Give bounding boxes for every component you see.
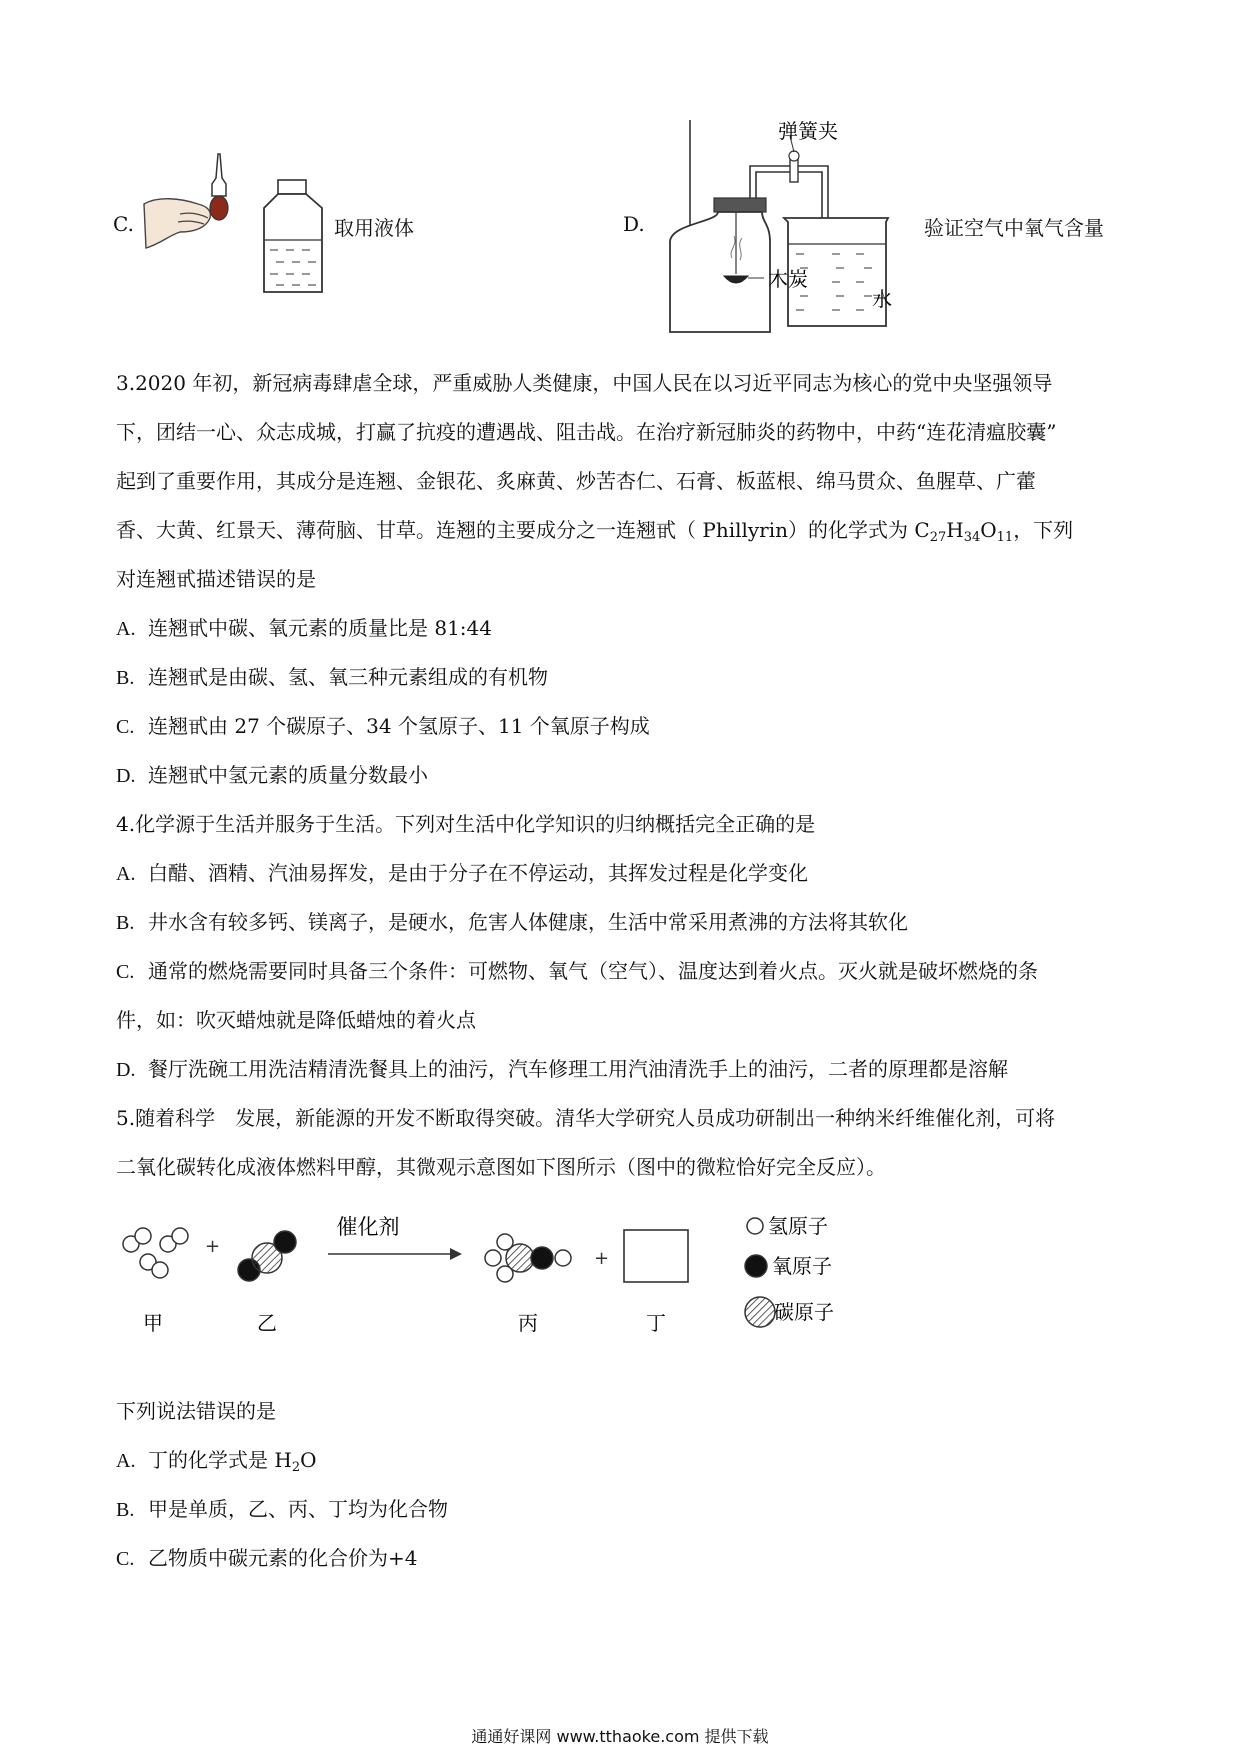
q5-question: 下列说法错误的是 [116,1399,276,1423]
q4-option-c-cont: 件，如：吹灭蜡烛就是降低蜡烛的着火点 [116,1008,476,1032]
catalyst-label: 催化剂 [336,1215,400,1239]
dropper-hand-illustration [140,148,240,268]
q3-stem-line1: 3.2020 年初，新冠病毒肆虐全球，严重威胁人类健康，中国人民在以习近平同志为核心的党中央坚强领导 [116,371,1053,395]
oxygen-content-apparatus [660,118,900,340]
water-label: 水 [872,287,892,311]
q3-stem-line2: 下，团结一心、众志成城，打赢了抗疫的遭遇战、阻击战。在治疗新冠肺炎的药物中，中药“连花清瘟胶囊” [116,420,1057,444]
q5-option-a: A. 丁的化学式是 $H_2O$ [116,1448,317,1475]
reaction-micro-diagram [110,1196,870,1344]
q5-option-b: B. 甲是单质，乙、丙、丁均为化合物 [116,1497,448,1521]
q5-option-c: C. 乙物质中碳元素的化合价为+4 [116,1546,418,1570]
q3-option-a: A. 连翘甙中碳、氧元素的质量比是 81:44 [116,616,492,640]
q4-stem: 4.化学源于生活并服务于生活。下列对生活中化学知识的归纳概括完全正确的是 [116,812,816,836]
q3-option-c: C. 连翘甙由 27 个碳原子、34 个氢原子、11 个氧原子构成 [116,714,650,738]
charcoal-label: 木炭 [768,267,808,291]
q4-option-b: B. 井水含有较多钙、镁离子，是硬水，危害人体健康，生活中常采用煮沸的方法将其软化 [116,910,908,934]
legend-o-symbol [745,1255,767,1277]
legend-c-symbol [745,1297,775,1327]
footer-source: 通通好课网 www.tthaoke.com 提供下载 [471,1727,769,1746]
legend-h-symbol [747,1218,763,1234]
jia-molecules [123,1228,188,1278]
legend-o-label: 氧原子 [772,1254,832,1278]
reagent-bottle-illustration [258,178,328,296]
ding-box [624,1230,688,1282]
legend-h-label: 氢原子 [768,1214,828,1238]
legend-c-label: 碳原子 [774,1300,834,1324]
q4-option-d: D. 餐厅洗碗工用洗洁精清洗餐具上的油污，汽车修理工用汽油清洗手上的油污，二者的原理都是溶解 [116,1057,1008,1081]
q3-stem-line3: 起到了重要作用，其成分是连翘、金银花、炙麻黄、炒苦杏仁、石膏、板蓝根、绵马贯众、鱼腥草、广藿 [116,469,1036,493]
yi-molecule [238,1231,296,1281]
yi-label: 乙 [257,1311,277,1335]
q2-c-letter: C. [113,212,134,236]
q3-stem-line5: 对连翘甙描述错误的是 [116,567,316,591]
bing-molecule [485,1234,571,1282]
bing-label: 丙 [518,1311,538,1335]
q4-option-c: C. 通常的燃烧需要同时具备三个条件：可燃物、氧气（空气）、温度达到着火点。灭火就是破坏燃烧的条 [116,959,1038,983]
q5-stem-line1: 5.随着科学 发展，新能源的开发不断取得突破。清华大学研究人员成功研制出一种纳米纤维催化剂，可将 [116,1106,1056,1130]
plus-2: + [594,1248,610,1269]
q3-stem-line4: 香、大黄、红景天、薄荷脑、甘草。连翘的主要成分之一连翘甙（ Phillyrin）的化学式为 $C_{27}H_{34}O_{11}$，下列 [116,518,1074,545]
q2-d-letter: D. [623,212,645,236]
q3-option-d: D. 连翘甙中氢元素的质量分数最小 [116,763,428,787]
ding-label: 丁 [646,1311,666,1335]
clamp-label: 弹簧夹 [778,119,838,143]
jia-label: 甲 [143,1311,163,1335]
q3-option-b: B. 连翘甙是由碳、氢、氧三种元素组成的有机物 [116,665,548,689]
q2-d-label: 验证空气中氧气含量 [924,216,1104,240]
q5-stem-line2: 二氧化碳转化成液体燃料甲醇，其微观示意图如下图所示（图中的微粒恰好完全反应）。 [116,1155,886,1179]
plus-1: + [205,1236,221,1257]
q4-option-a: A. 白醋、酒精、汽油易挥发，是由于分子在不停运动，其挥发过程是化学变化 [116,861,808,885]
q2-c-label: 取用液体 [334,216,414,240]
